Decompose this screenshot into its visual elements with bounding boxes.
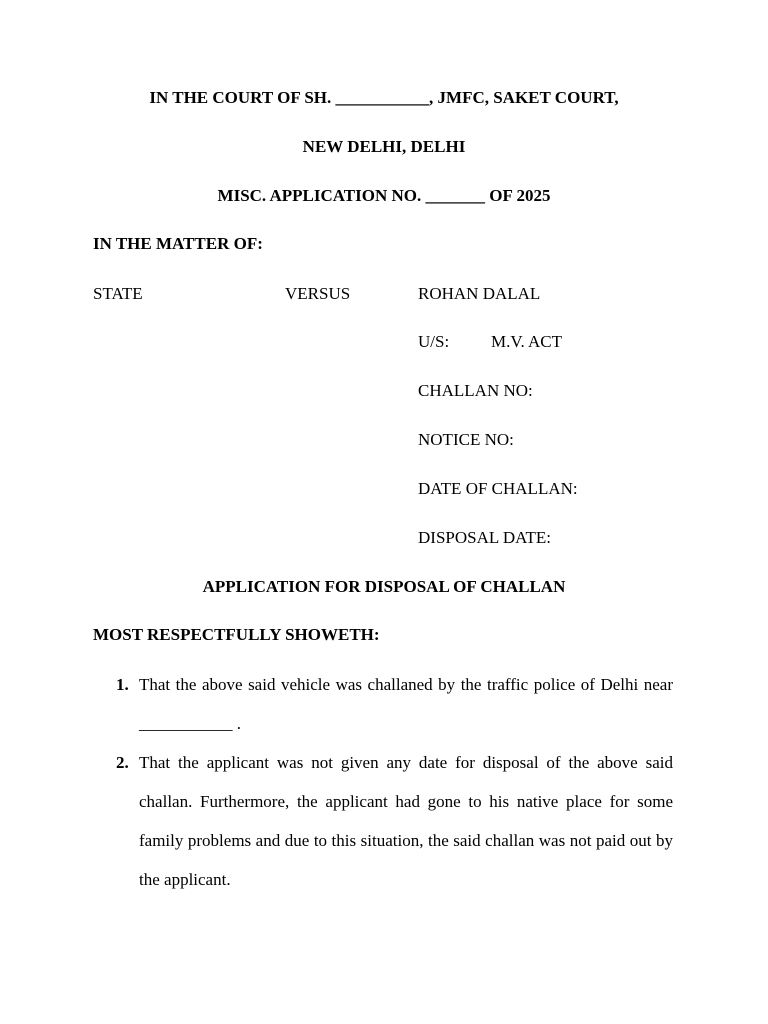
versus-label: VERSUS — [285, 284, 351, 303]
date-of-challan-label: DATE OF CHALLAN: — [418, 479, 578, 498]
disposal-date-label: DISPOSAL DATE: — [418, 528, 552, 547]
paragraph-1-text: That the above said vehicle was challaned by the traffic police of Delhi near ___________ . — [139, 675, 673, 733]
court-heading: IN THE COURT OF SH. ___________, JMFC, SAKET COURT, — [149, 88, 619, 107]
paragraph-1-number: 1. — [116, 675, 129, 694]
paragraph-2-text: That the applicant was not given any date for disposal of the above said challan. Furthermore, the applicant had gone to his native place for some family problems and due to this situation, the said challan was not paid out by the applicant. — [139, 753, 673, 889]
party-right: ROHAN DALAL — [418, 284, 541, 303]
us-value: M.V. ACT — [491, 332, 563, 351]
party-left: STATE — [93, 284, 143, 303]
showeth-heading: MOST RESPECTFULLY SHOWETH: — [93, 625, 380, 644]
matter-heading: IN THE MATTER OF: — [93, 234, 263, 253]
challan-no-label: CHALLAN NO: — [418, 381, 533, 400]
paragraph-2-number: 2. — [116, 753, 129, 772]
notice-no-label: NOTICE NO: — [418, 430, 514, 449]
us-label: U/S: — [418, 332, 450, 351]
application-title: APPLICATION FOR DISPOSAL OF CHALLAN — [202, 577, 566, 596]
location-heading: NEW DELHI, DELHI — [302, 137, 466, 156]
application-number-heading: MISC. APPLICATION NO. _______ OF 2025 — [217, 186, 551, 205]
